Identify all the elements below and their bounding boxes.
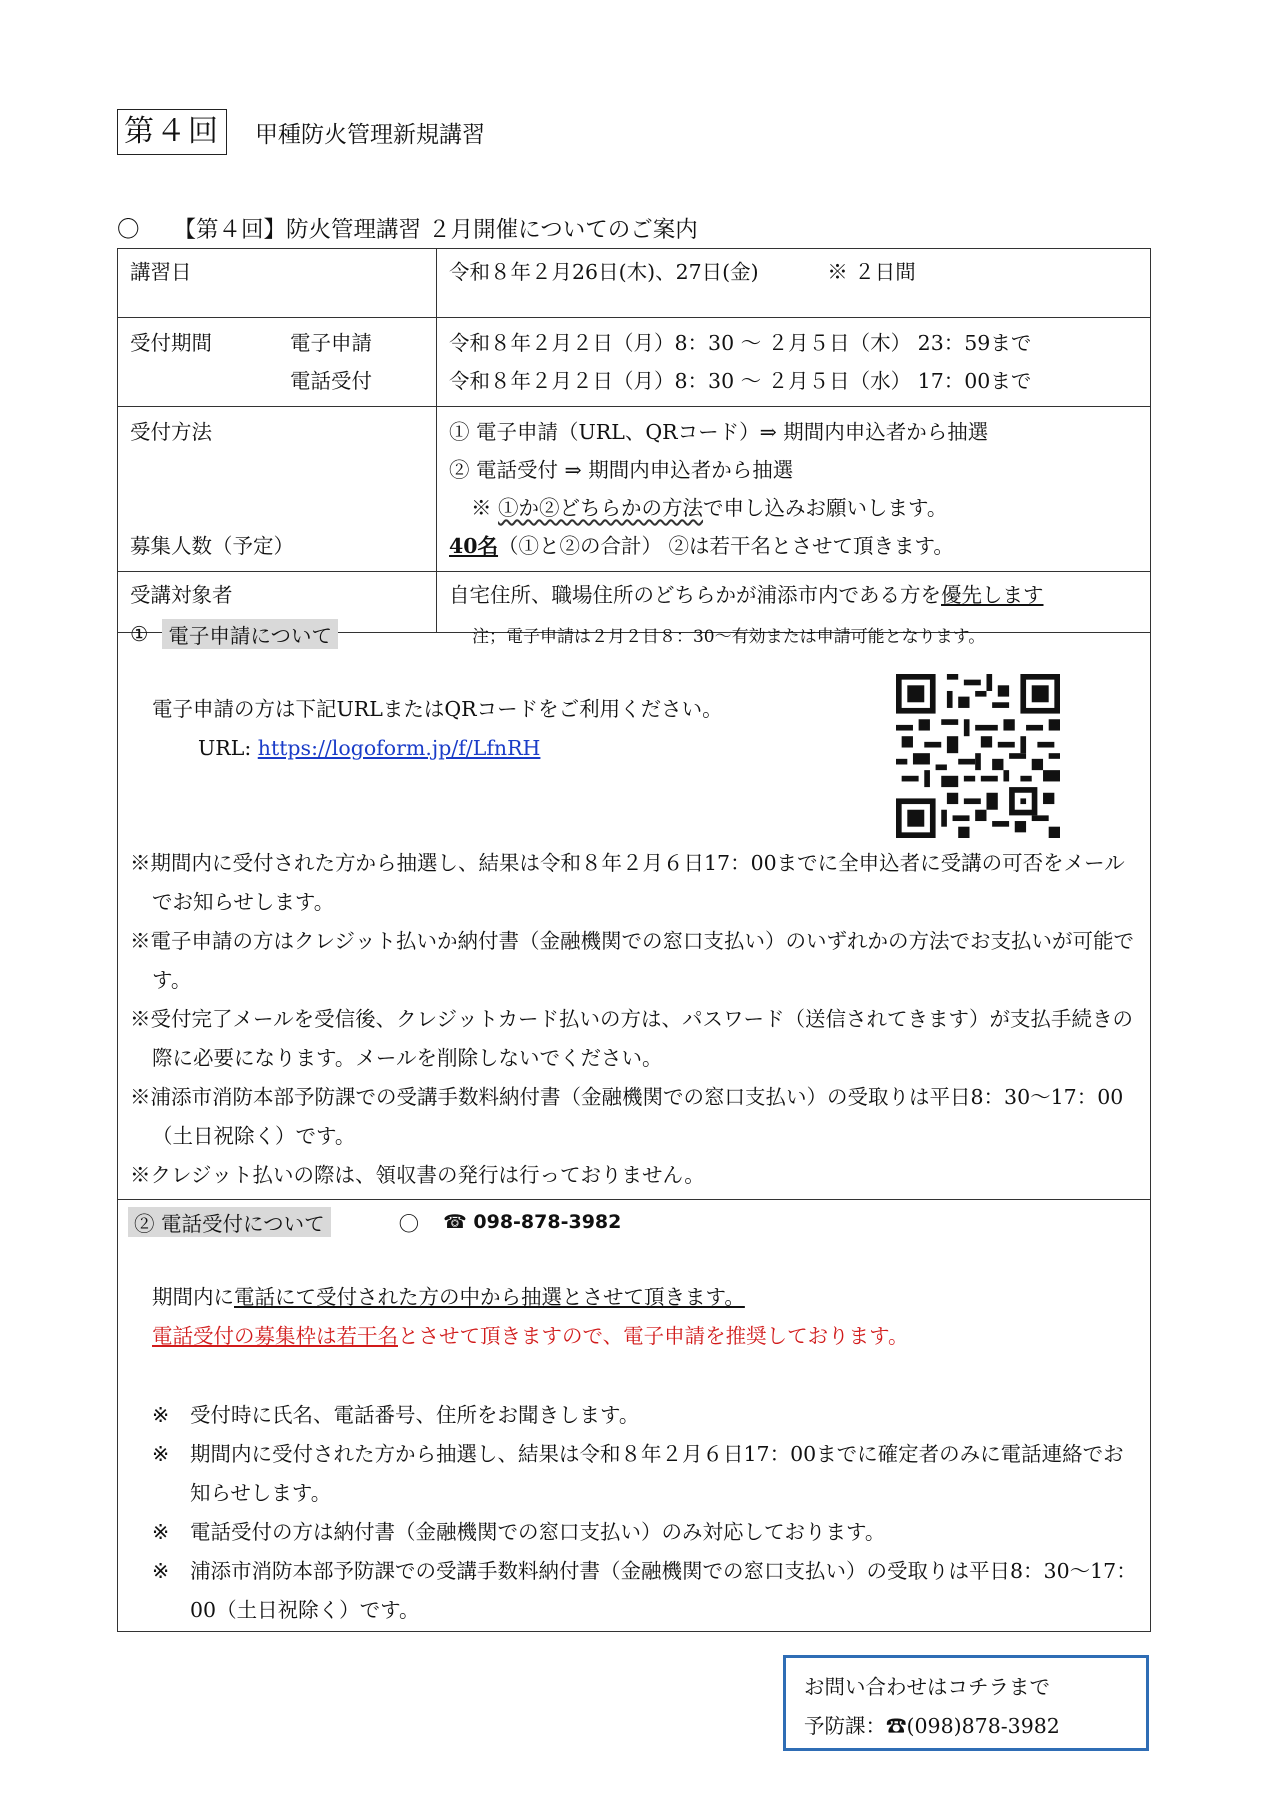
period-phone-value: 令和８年２月２日（月）8：30 ～ ２月５日（水） 17：00まで	[449, 369, 1032, 393]
phone-notes	[152, 1396, 1138, 1630]
period-electronic-value: 令和８年２月２日（月）8：30 ～ ２月５日（木） 23：59まで	[449, 331, 1032, 355]
intro-line	[117, 212, 698, 244]
period-electronic-label: 電子申請	[290, 331, 372, 355]
phone-line-2: 電話受付の募集枠は若干名とさせて頂きますので、電子申請を推奨しております。	[152, 1324, 909, 1348]
page-title: 甲種防火管理新規講習	[255, 121, 485, 148]
circle-mark: 〇	[398, 1212, 420, 1236]
phone-section	[117, 1200, 1151, 1632]
list-item: ※受付完了メールを受信後、クレジットカード払いの方は、パスワード（送信されてきます）が支払手続きの際に必要になります。メールを削除しないでください。	[130, 1007, 1133, 1070]
method-label-cell	[118, 407, 437, 572]
course-date-note: ※ ２日間	[827, 260, 916, 284]
period-label-cell	[118, 318, 437, 407]
info-table	[117, 248, 1151, 633]
list-item: ※クレジット払いの際は、領収書の発行は行っておりません。	[130, 1163, 705, 1187]
phone-heading	[118, 1200, 1150, 1244]
capacity-detail: （①と②の合計） ②は若干名とさせて頂きます。	[498, 534, 954, 558]
target-label: 受講対象者	[130, 583, 233, 607]
contact-line-1: お問い合わせはコチラまで	[804, 1675, 1050, 1699]
list-item: ※ 電話受付の方は納付書（金融機関での窓口支払い）のみ対応しております。	[152, 1520, 886, 1544]
list-item: ※電子申請の方はクレジット払いか納付書（金融機関での窓口支払い）のいずれかの方法でお支払いが可能です。	[130, 929, 1134, 992]
round-label: 第４回	[117, 109, 227, 155]
page-header	[117, 108, 485, 156]
course-date-label: 講習日	[130, 260, 192, 284]
apply-url-link[interactable]: https://logoform.jp/f/LfnRH	[257, 736, 541, 760]
electronic-heading-number: ①	[130, 622, 149, 646]
intro-text: 【第４回】防火管理講習 ２月開催についてのご案内	[173, 217, 698, 243]
capacity-number: 40名	[449, 534, 499, 558]
electronic-notes	[118, 844, 1150, 1195]
target-priority: 優先します	[941, 583, 1044, 607]
list-item: ※期間内に受付された方から抽選し、結果は令和８年２月６日17：00までに全申込者に受講の可否をメールでお知らせします。	[130, 851, 1125, 914]
list-item: ※ 期間内に受付された方から抽選し、結果は令和８年２月６日17：00までに確定者のみに電話連絡でお知らせします。	[152, 1442, 1124, 1505]
list-item: ※ 受付時に氏名、電話番号、住所をお聞きします。	[152, 1403, 640, 1427]
electronic-top-note: 注；電子申請は２月２日８：30～有効または申請可能となります。	[471, 626, 986, 647]
capacity-label: 募集人数（予定）	[130, 534, 294, 558]
electronic-heading-label: 電子申請について	[162, 619, 338, 649]
list-item: ※ 浦添市消防本部予防課での受講手数料納付書（金融機関での窓口支払い）の受取りは平日8：30～17：00（土日祝除く）です。	[152, 1559, 1137, 1622]
target-text: 自宅住所、職場住所のどちらかが浦添市内である方を	[449, 583, 941, 607]
method-note: ※ ①か②どちらかの方法で申し込みお願いします。	[471, 496, 948, 520]
electronic-section	[117, 612, 1151, 1200]
electronic-url-line	[198, 729, 540, 768]
list-item: ※浦添市消防本部予防課での受講手数料納付書（金融機関での窓口支払い）の受取りは平日8：30～17：00（土日祝除く）です。	[130, 1085, 1124, 1148]
table-row	[118, 318, 1151, 407]
course-date-value: 令和８年２月26日(木)、27日(金)	[449, 260, 759, 284]
electronic-intro: 電子申請の方は下記URLまたはQRコードをご利用ください。	[152, 697, 723, 721]
qr-code[interactable]	[896, 674, 1060, 838]
electronic-heading	[118, 612, 1150, 656]
table-row	[118, 249, 1151, 318]
url-label: URL:	[198, 736, 258, 760]
period-phone-label: 電話受付	[290, 369, 372, 393]
phone-number[interactable]: ☎ 098-878-3982	[443, 1211, 622, 1233]
contact-line-2[interactable]: 予防課：☎(098)878-3982	[804, 1714, 1060, 1738]
period-value-cell	[437, 318, 1151, 407]
contact-box	[783, 1655, 1149, 1751]
table-row	[118, 407, 1151, 572]
course-date-label-cell	[118, 249, 437, 318]
method-note-emphasis: ①か②どちらかの方法	[498, 496, 704, 520]
method-label: 受付方法	[130, 420, 212, 444]
capacity-value	[449, 527, 1138, 565]
method-1: ① 電子申請（URL、QRコード）⇒ 期間内申込者から抽選	[449, 420, 989, 444]
phone-line-1: 期間内に電話にて受付された方の中から抽選とさせて頂きます。	[152, 1285, 745, 1309]
period-label: 受付期間	[130, 331, 212, 355]
course-date-value-cell	[437, 249, 1151, 318]
method-value-cell	[437, 407, 1151, 572]
phone-heading-label: ② 電話受付について	[128, 1207, 331, 1237]
circle-mark: 〇	[117, 217, 140, 243]
method-2: ② 電話受付 ⇒ 期間内申込者から抽選	[449, 458, 794, 482]
